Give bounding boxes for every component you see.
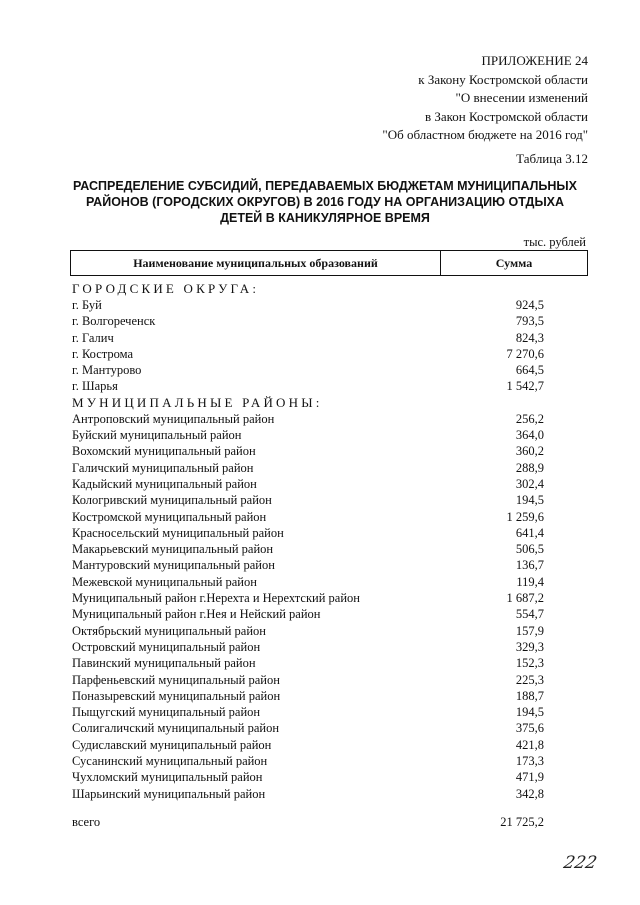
municipality-name: Муниципальный район г.Нея и Нейский район bbox=[72, 607, 321, 622]
municipality-name: Муниципальный район г.Нерехта и Нерехтский район bbox=[72, 591, 360, 606]
municipality-name: Межевской муниципальный район bbox=[72, 574, 257, 589]
subsidy-amount: 136,7 bbox=[515, 558, 544, 573]
table-row bbox=[72, 525, 544, 541]
municipality-name: г. Галич bbox=[72, 330, 114, 345]
subsidy-amount: 119,4 bbox=[516, 574, 544, 589]
appendix-law-name-3: "Об областном бюджете на 2016 год" bbox=[382, 127, 588, 142]
table-row bbox=[72, 590, 544, 606]
municipality-name: Октябрьский муниципальный район bbox=[72, 623, 266, 638]
municipality-name: г. Волгореченск bbox=[72, 314, 156, 329]
total-value: 21 725,2 bbox=[500, 815, 544, 829]
municipality-name: г. Шарья bbox=[72, 379, 118, 394]
table-row bbox=[72, 541, 544, 557]
municipality-name: Судиславский муниципальный район bbox=[72, 737, 272, 752]
appendix-law-ref: к Закону Костромской области bbox=[418, 71, 588, 87]
table-row bbox=[72, 753, 544, 769]
table-number: Таблица 3.12 bbox=[516, 151, 588, 166]
appendix-block bbox=[382, 52, 588, 145]
table-row bbox=[72, 297, 544, 313]
municipality-name: Солигаличский муниципальный район bbox=[72, 721, 280, 736]
table-row bbox=[72, 427, 544, 443]
total-label: всего bbox=[72, 815, 101, 829]
table-row bbox=[72, 313, 544, 329]
table-row bbox=[72, 623, 544, 639]
title-line: РАСПРЕДЕЛЕНИЕ СУБСИДИЙ, ПЕРЕДАВАЕМЫХ БЮДЖЕТАМ МУНИЦИПАЛЬНЫХ bbox=[73, 179, 577, 193]
table-row bbox=[72, 704, 544, 720]
municipality-name: Макарьевский муниципальный район bbox=[72, 542, 274, 557]
municipality-name: г. Мантурово bbox=[72, 363, 142, 378]
appendix-law-name-1: "О внесении изменений bbox=[455, 90, 588, 105]
unit-label: тыс. рублей bbox=[523, 235, 586, 249]
municipality-name: Шарьинский муниципальный район bbox=[72, 786, 266, 801]
table-row bbox=[72, 737, 544, 753]
subsidy-amount: 824,3 bbox=[515, 330, 544, 345]
table-row bbox=[72, 378, 544, 394]
municipality-name: Кологривский муниципальный район bbox=[72, 493, 272, 508]
municipality-name: Антроповский муниципальный район bbox=[72, 411, 275, 426]
municipality-name: Кадыйский муниципальный район bbox=[72, 476, 257, 491]
municipality-name: Парфеньевский муниципальный район bbox=[72, 672, 280, 687]
table-row bbox=[72, 786, 544, 802]
column-header-name: Наименование муниципальных образований bbox=[71, 251, 441, 275]
municipality-name: Пыщугский муниципальный район bbox=[72, 705, 261, 720]
subsidy-amount: 302,4 bbox=[515, 476, 544, 491]
table-row bbox=[72, 330, 544, 346]
table-row bbox=[72, 346, 544, 362]
subsidy-amount: 188,7 bbox=[515, 688, 544, 703]
subsidy-amount: 360,2 bbox=[515, 444, 544, 459]
appendix-title: ПРИЛОЖЕНИЕ 24 bbox=[481, 53, 588, 68]
table-row bbox=[72, 720, 544, 736]
subsidy-amount: 342,8 bbox=[515, 786, 544, 801]
subsidy-amount: 1 542,7 bbox=[506, 379, 544, 394]
total-row bbox=[72, 815, 544, 830]
title-line: ДЕТЕЙ В КАНИКУЛЯРНОЕ ВРЕМЯ bbox=[220, 211, 430, 225]
municipality-name: Вохомский муниципальный район bbox=[72, 444, 256, 459]
table-header bbox=[70, 250, 588, 276]
column-header-sum: Сумма bbox=[495, 255, 533, 270]
municipality-name: Буйский муниципальный район bbox=[72, 428, 242, 443]
municipality-name: Мантуровский муниципальный район bbox=[72, 558, 275, 573]
table-row bbox=[72, 509, 544, 525]
subsidy-amount: 506,5 bbox=[515, 542, 544, 557]
municipality-name: Чухломский муниципальный район bbox=[72, 770, 263, 785]
table-row bbox=[72, 606, 544, 622]
subsidy-amount: 375,6 bbox=[515, 721, 544, 736]
subsidy-amount: 194,5 bbox=[515, 493, 544, 508]
page-title bbox=[60, 178, 590, 226]
subsidy-amount: 225,3 bbox=[515, 672, 544, 687]
subsidy-amount: 288,9 bbox=[515, 460, 544, 475]
municipality-name: г. Буй bbox=[72, 298, 102, 312]
table-row bbox=[72, 574, 544, 590]
subsidy-amount: 664,5 bbox=[515, 363, 544, 378]
table-row bbox=[72, 411, 544, 427]
subsidy-amount: 329,3 bbox=[515, 639, 544, 654]
subsidy-amount: 793,5 bbox=[515, 314, 544, 329]
table-row bbox=[72, 688, 544, 704]
table-row bbox=[72, 443, 544, 459]
table-row bbox=[72, 655, 544, 671]
subsidy-amount: 641,4 bbox=[515, 525, 544, 540]
table-row bbox=[72, 460, 544, 476]
municipality-name: Костромской муниципальный район bbox=[72, 509, 267, 524]
subsidy-amount: 471,9 bbox=[515, 770, 544, 785]
subsidy-amount: 173,3 bbox=[515, 754, 544, 769]
table-row bbox=[72, 362, 544, 378]
subsidy-amount: 194,5 bbox=[515, 705, 544, 720]
subsidy-amount: 157,9 bbox=[515, 623, 544, 638]
subsidy-amount: 421,8 bbox=[515, 737, 544, 752]
title-line: РАЙОНОВ (ГОРОДСКИХ ОКРУГОВ) В 2016 ГОДУ НА ОРГАНИЗАЦИЮ ОТДЫХА bbox=[85, 195, 565, 209]
table-row bbox=[72, 769, 544, 785]
municipality-name: Сусанинский муниципальный район bbox=[72, 754, 268, 769]
municipality-name: Галичский муниципальный район bbox=[72, 460, 254, 475]
subsidy-amount: 256,2 bbox=[515, 411, 544, 426]
table-row bbox=[72, 492, 544, 508]
subsidy-amount: 364,0 bbox=[515, 428, 544, 443]
municipality-name: Островский муниципальный район bbox=[72, 639, 261, 654]
subsidy-amount: 554,7 bbox=[515, 607, 544, 622]
table-body bbox=[72, 281, 544, 802]
table-row bbox=[72, 639, 544, 655]
subsidy-amount: 152,3 bbox=[515, 656, 544, 671]
municipality-name: Красносельский муниципальный район bbox=[72, 525, 284, 540]
municipality-name: г. Кострома bbox=[72, 346, 134, 361]
municipality-name: Поназыревский муниципальный район bbox=[72, 688, 281, 703]
subsidy-amount: 7 270,6 bbox=[506, 346, 544, 361]
appendix-law-name-2: в Закон Костромской области bbox=[424, 108, 588, 124]
subsidy-amount: 1 259,6 bbox=[506, 509, 544, 524]
table-row bbox=[72, 476, 544, 492]
section-heading: МУНИЦИПАЛЬНЫЕ РАЙОНЫ: bbox=[72, 394, 323, 410]
subsidy-amount: 924,5 bbox=[515, 298, 544, 312]
section-heading: ГОРОДСКИЕ ОКРУГА: bbox=[72, 281, 260, 296]
page-number: 222 bbox=[561, 853, 599, 873]
municipality-name: Павинский муниципальный район bbox=[72, 656, 256, 671]
subsidy-amount: 1 687,2 bbox=[506, 591, 544, 606]
table-row bbox=[72, 672, 544, 688]
table-row bbox=[72, 557, 544, 573]
